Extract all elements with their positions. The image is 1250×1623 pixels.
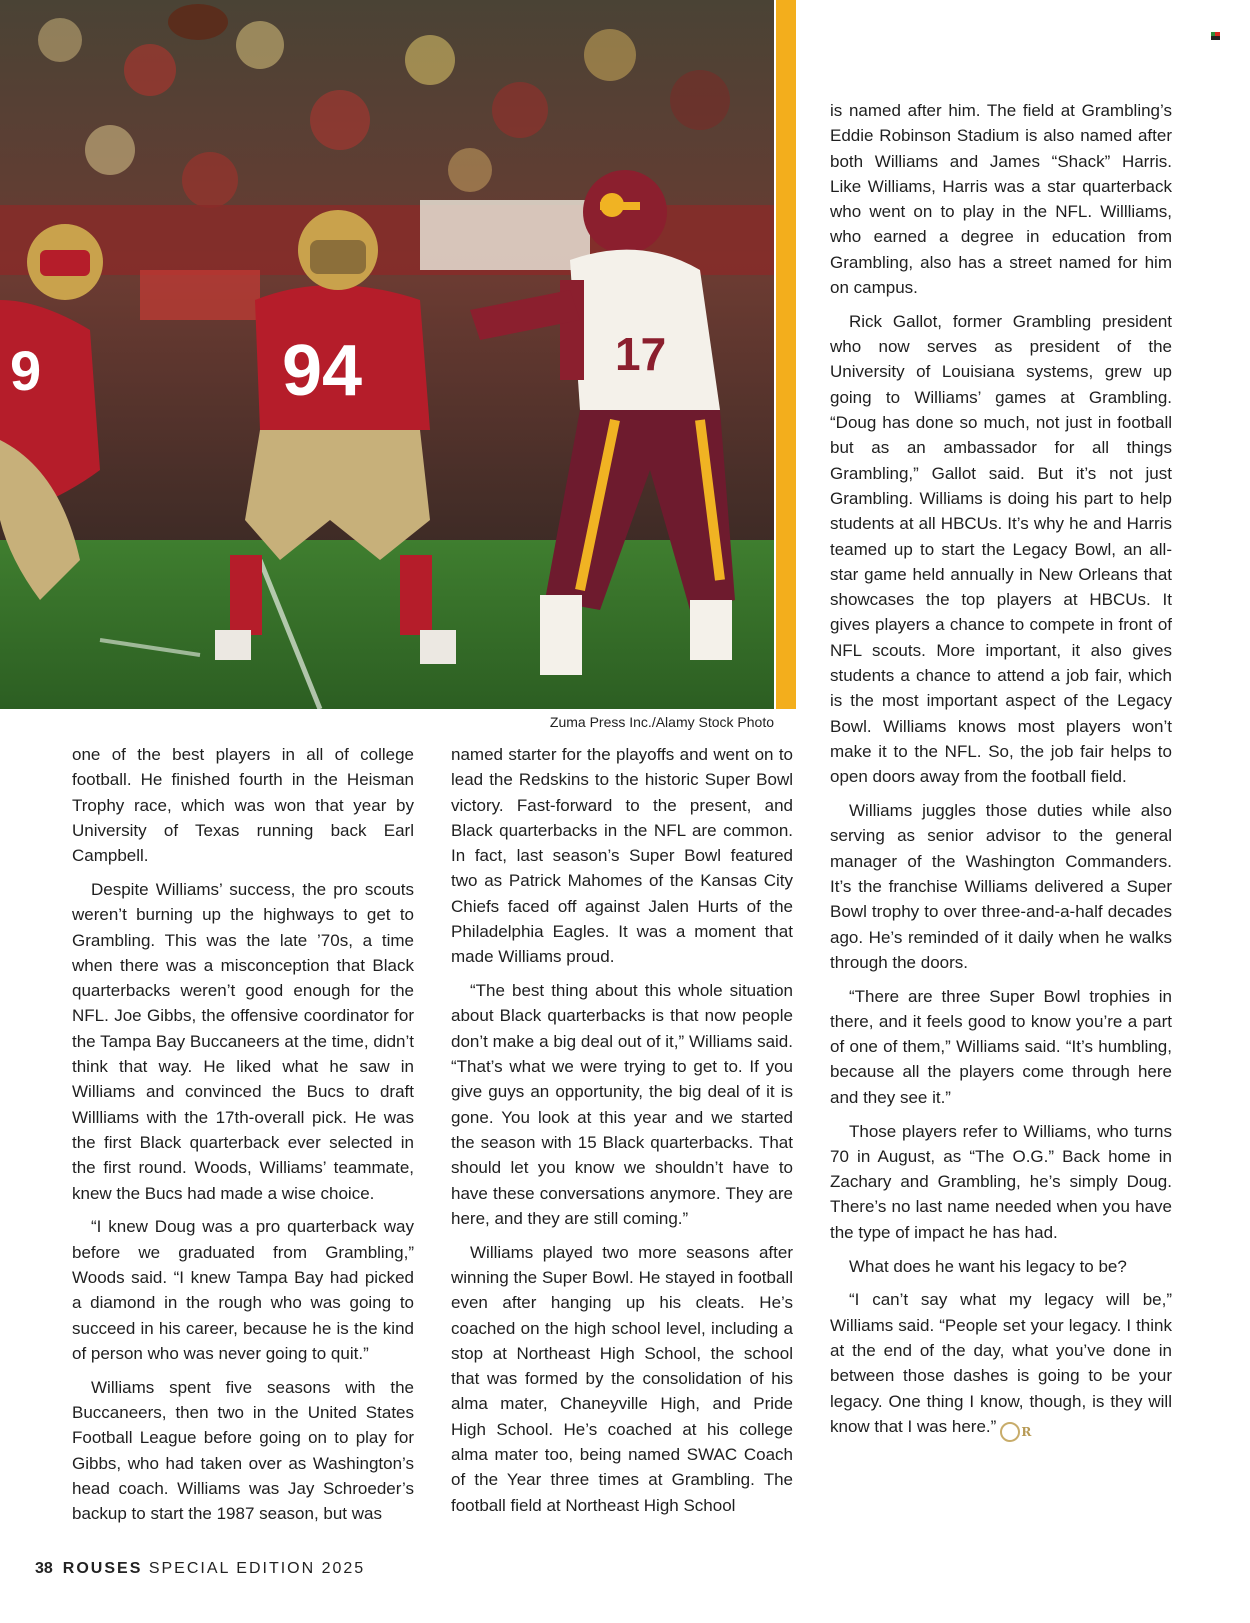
paragraph: “There are three Super Bowl trophies in there, and it feels good to know you’re a part of one of them,” Williams said. “It’s humbling, because all the players come through here and they see it.” xyxy=(830,986,1172,1107)
edition-label: SPECIAL EDITION 2025 xyxy=(148,1560,366,1577)
paragraph-final xyxy=(830,1287,1172,1441)
paragraph: Williams played two more seasons after winning the Super Bowl. He stayed in football even after hanging up his cleats. He’s coached on the high school level, including a stop at Northeast High School, the school that was formed by the consolidation of his alma mater, Chaneyville High, and Pride High School. He’s coached at his college alma mater too, being named SWAC Coach of the Year three times at Grambling. The football field at Northeast High School xyxy=(451,1242,793,1515)
svg-text:17: 17 xyxy=(615,328,667,380)
paragraph: named starter for the playoffs and went on to lead the Redskins to the historic Super Bowl victory. Fast-forward to the present, and Black quarterbacks in the NFL are common. In fact, last season’s Super Bowl featured two as Patrick Mahomes of the Kansas City Chiefs faced off against Jalen Hurts of the Philadelphia Eagles. It was a moment that made Williams proud. xyxy=(451,745,793,967)
article-column-3 xyxy=(830,98,1172,1450)
article-column-2 xyxy=(451,742,793,1526)
article-column-1 xyxy=(72,742,414,1535)
paragraph: What does he want his legacy to be? xyxy=(849,1256,1127,1276)
hero-photo xyxy=(0,0,774,709)
page-number: 38 xyxy=(35,1560,53,1577)
paragraph: Williams spent five seasons with the Buccaneers, then two in the United States Football League before going on to play for Gibbs, who had taken over as Washington’s head coach. Williams was Jay Schroeder’s backup to start the 1987 season, but was xyxy=(72,1377,414,1524)
paragraph: Those players refer to Williams, who turns 70 in August, as “The O.G.” Back home in Zachary and Grambling, he’s simply Doug. There’s no last name needed when you have the type of impact he has had. xyxy=(830,1121,1172,1242)
page-footer xyxy=(35,1560,365,1578)
football-photo-illustration xyxy=(0,0,774,709)
brand-name: ROUSES xyxy=(62,1560,143,1577)
paragraph: “The best thing about this whole situation about Black quarterbacks is that now people don’t make a big deal out of it,” Williams said. “That’s what we were trying to get to. If you give guys an opportunity, the big deal of it is gone. You look at this year and we started the season with 15 Black quarterbacks. That should let you know we shouldn’t have to have these conversations anymore. They are here, and they are still coming.” xyxy=(451,981,793,1228)
rouses-end-mark-icon: R xyxy=(1000,1422,1020,1442)
accent-bar xyxy=(776,0,796,709)
registration-mark-icon xyxy=(1211,32,1220,40)
paragraph: Despite Williams’ success, the pro scouts weren’t burning up the highways to get to Grambling. This was the late ’70s, a time when there was a misconception that Black quarterbacks weren’t good enough for the NFL. Joe Gibbs, the offensive coordinator for the Tampa Bay Buccaneers at the time, didn’t think that way. He liked what he saw in Williams and convinced the Bucs to draft Willliams with the 17th-overall pick. He was the first Black quarterback ever selected in the first round. Woods, Williams’ teammate, knew the Bucs had made a wise choice. xyxy=(72,879,414,1203)
paragraph: is named after him. The field at Grambling’s Eddie Robinson Stadium is also named after both Williams and James “Shack” Harris. Like Williams, Harris was a star quarterback who went on to play in the NFL. Willliams, who earned a degree in education from Grambling, also has a street named for him on campus. xyxy=(830,101,1172,298)
paragraph: Rick Gallot, former Grambling president who now serves as president of the University of Louisiana systems, grew up going to Williams’ games at Grambling. “Doug has done so much, not just in football but as an ambassador for all things Grambling,” Gallot said. But it’s not just Grambling. Williams is doing his part to help students at all HBCUs. It’s why he and Harris teamed up to start the Legacy Bowl, an all-star game held annually in New Orleans that showcases the top players at HBCUs. It gives players a chance to compete in front of NFL scouts. More important, it also gives students a chance to attend a job fair, which is the most important aspect of the Legacy Bowl. Williams knows most players won’t make it to the NFL. So, the job fair helps to open doors away from the football field. xyxy=(830,311,1172,787)
photo-credit: Zuma Press Inc./Alamy Stock Photo xyxy=(549,714,774,730)
paragraph-text: “I can’t say what my legacy will be,” Williams said. “People set your legacy. I think at the end of the day, what you’ve done in between those dashes is going to be your legacy. One thing I know, though, is they will know that I was here.” xyxy=(830,1290,1172,1436)
paragraph: one of the best players in all of college football. He finished fourth in the Heisman Trophy race, which was won that year by University of Texas running back Earl Campbell. xyxy=(72,745,414,866)
svg-text:94: 94 xyxy=(282,331,363,411)
paragraph: “I knew Doug was a pro quarterback way before we graduated from Grambling,” Woods said. “I knew Tampa Bay had picked a diamond in the rough who was going to succeed in his career, because he is the kind of person who was never going to quit.” xyxy=(72,1217,414,1363)
paragraph: Williams juggles those duties while also serving as senior advisor to the general manager of the Washington Commanders. It’s the franchise Williams delivered a Super Bowl trophy to over three-and-a-half decades ago. He’s reminded of it daily when he walks through the doors. xyxy=(830,801,1172,972)
svg-text:9: 9 xyxy=(10,339,42,402)
